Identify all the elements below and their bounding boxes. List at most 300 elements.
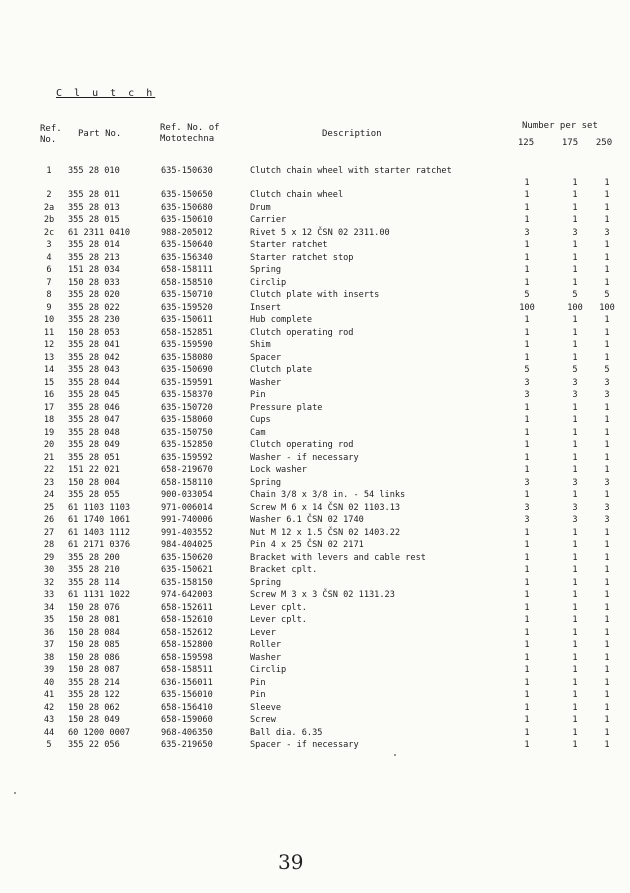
parts-table [0,165,630,752]
qty-125: 1 [524,240,530,250]
qty-175: 1 [572,540,578,550]
mototechna-ref: 635-159590 [161,340,213,350]
qty-175: 3 [572,515,578,525]
qty-125: 1 [524,715,530,725]
qty-125: 3 [524,477,530,488]
part-description: Spacer [250,352,282,363]
qty-250: 1 [604,265,610,275]
part-ref: 41 [43,690,55,700]
part-ref: 11 [43,327,55,338]
table-row [0,427,630,440]
mototechna-ref: 974-642003 [161,590,213,600]
qty-250: 1 [604,178,610,188]
part-ref: 38 [43,652,55,663]
part-description: Bracket cplt. [250,565,318,575]
table-row [0,165,630,189]
part-description: Clutch operating rod [250,440,354,450]
part-description: Clutch operating rod [250,327,354,338]
qty-175: 1 [572,740,578,750]
table-row [0,264,630,277]
qty-125: 1 [524,202,530,213]
qty-175: 1 [572,402,578,413]
qty-175: 1 [572,178,578,188]
part-number: 61 1131 1022 [68,590,131,600]
table-row [0,552,630,565]
mototechna-ref: 658-158110 [161,477,213,488]
header-number-per-set: Number per set [522,121,598,131]
qty-175: 1 [572,340,578,350]
table-row [0,339,630,352]
qty-125: 1 [524,640,530,650]
mototechna-ref: 635-159591 [161,377,213,388]
part-ref: 12 [43,340,55,350]
mototechna-ref: 635-150610 [161,215,213,225]
part-number: 355 28 041 [68,340,120,350]
qty-125: 1 [524,577,530,588]
part-ref: 33 [43,590,55,600]
qty-125: 1 [524,402,530,413]
part-description: Nut M 12 x 1.5 ČSN 02 1403.22 [250,527,401,538]
table-row [0,439,630,452]
qty-175: 3 [572,377,578,388]
part-number: 355 28 022 [68,302,120,313]
mototechna-ref: 635-150690 [161,365,213,375]
part-number: 355 28 011 [68,190,120,200]
table-row [0,739,630,752]
part-description: Pin 4 x 25 ČSN 02 2171 [250,540,364,550]
part-description: Chain 3/8 x 3/8 in. - 54 links [250,490,406,500]
part-description: Bracket with levers and cable rest [250,552,426,563]
mototechna-ref: 635-150710 [161,290,213,300]
table-row [0,202,630,215]
qty-250: 1 [604,352,610,363]
qty-125: 5 [524,290,530,300]
qty-125: 3 [524,227,530,238]
part-number: 355 28 045 [68,390,120,400]
part-description: Screw M 3 x 3 ČSN 02 1131.23 [250,590,395,600]
qty-175: 1 [572,240,578,250]
header-col-175: 175 [561,138,579,148]
qty-175: 1 [572,452,578,463]
part-number: 150 28 053 [68,327,120,338]
part-description: Lever [250,627,276,638]
part-description: Screw M 6 x 14 ČSN 02 1103.13 [250,502,401,513]
part-ref: 21 [43,452,55,463]
mototechna-ref: 658-219670 [161,465,213,475]
part-number: 355 28 049 [68,440,120,450]
part-number: 355 22 056 [68,740,120,750]
page-number: 39 [278,850,304,874]
part-description: Cam [250,427,266,438]
qty-125: 5 [524,365,530,375]
qty-250: 1 [604,327,610,338]
mototechna-ref: 635-150620 [161,552,213,563]
qty-175: 1 [572,315,578,325]
part-ref: 43 [43,715,55,725]
part-description: Circlip [250,665,287,675]
qty-250: 1 [604,202,610,213]
table-row [0,539,630,552]
qty-125: 1 [524,652,530,663]
qty-250: 1 [604,602,610,613]
table-row [0,302,630,315]
qty-175: 1 [572,715,578,725]
header-mototechna-ref: Ref. No. of Mototechna [160,123,220,144]
part-ref: 13 [43,352,55,363]
part-ref: 44 [43,727,55,738]
qty-175: 1 [572,652,578,663]
mototechna-ref: 635-156340 [161,252,213,263]
part-ref: 36 [43,627,55,638]
table-row [0,614,630,627]
part-ref: 34 [43,602,55,613]
part-ref: 40 [43,677,55,688]
table-row [0,677,630,690]
qty-250: 1 [604,215,610,225]
mototechna-ref: 658-152612 [161,627,213,638]
part-description: Spring [250,477,282,488]
table-row [0,514,630,527]
part-description: Lever cplt. [250,615,307,625]
part-description: Pin [250,677,266,688]
qty-125: 1 [524,277,530,288]
table-row [0,277,630,290]
part-number: 355 28 213 [68,252,120,263]
mototechna-ref: 635-158150 [161,577,213,588]
qty-250: 3 [604,390,610,400]
qty-250: 1 [604,590,610,600]
qty-175: 1 [572,640,578,650]
qty-125: 1 [524,740,530,750]
part-number: 150 28 004 [68,477,120,488]
part-ref: 15 [43,377,55,388]
part-number: 150 28 062 [68,702,120,713]
mototechna-ref: 658-158511 [161,665,213,675]
qty-125: 1 [524,415,530,425]
qty-125: 3 [524,390,530,400]
qty-175: 1 [572,427,578,438]
table-row [0,664,630,677]
part-description: Roller [250,640,282,650]
table-row [0,189,630,202]
part-number: 355 28 214 [68,677,120,688]
part-number: 355 28 055 [68,490,120,500]
qty-175: 1 [572,677,578,688]
part-number: 355 28 043 [68,365,120,375]
qty-125: 1 [524,178,530,188]
part-number: 150 28 086 [68,652,120,663]
qty-175: 100 [567,302,583,313]
part-ref: 28 [43,540,55,550]
header-ref-no: Ref. No. [40,124,62,145]
mototechna-ref: 991-403552 [161,527,213,538]
table-row [0,414,630,427]
qty-175: 1 [572,527,578,538]
part-ref: 18 [43,415,55,425]
table-row [0,452,630,465]
part-description: Washer [250,652,282,663]
part-number: 355 28 020 [68,290,120,300]
mototechna-ref: 635-158060 [161,415,213,425]
part-number: 355 28 230 [68,315,120,325]
part-number: 355 28 048 [68,427,120,438]
qty-125: 1 [524,590,530,600]
part-number: 355 28 051 [68,452,120,463]
part-number: 355 28 210 [68,565,120,575]
mototechna-ref: 971-006014 [161,502,213,513]
mototechna-ref: 635-150720 [161,402,213,413]
mototechna-ref: 635-159592 [161,452,213,463]
part-description: Starter ratchet stop [250,252,354,263]
qty-250: 1 [604,665,610,675]
part-number: 61 1403 1112 [68,527,131,538]
qty-250: 1 [604,690,610,700]
table-row [0,402,630,415]
qty-175: 3 [572,227,578,238]
mototechna-ref: 635-158080 [161,352,213,363]
qty-125: 1 [524,540,530,550]
qty-250: 3 [604,502,610,513]
part-description: Drum [250,202,271,213]
qty-175: 1 [572,465,578,475]
part-number: 355 28 015 [68,215,120,225]
table-row [0,389,630,402]
qty-250: 1 [604,702,610,713]
qty-250: 3 [604,477,610,488]
qty-250: 1 [604,727,610,738]
qty-175: 1 [572,202,578,213]
part-number: 355 28 014 [68,240,120,250]
part-number: 355 28 200 [68,552,120,563]
part-description: Lock washer [250,465,307,475]
qty-125: 1 [524,427,530,438]
part-ref: 24 [43,490,55,500]
qty-125: 100 [519,302,535,313]
qty-125: 3 [524,377,530,388]
mototechna-ref: 635-150621 [161,565,213,575]
part-description: Clutch chain wheel with starter ratchet [250,166,452,176]
qty-175: 1 [572,727,578,738]
qty-175: 1 [572,490,578,500]
part-ref: 3 [46,240,52,250]
part-ref: 32 [43,577,55,588]
part-description: Lever cplt. [250,602,307,613]
mototechna-ref: 658-152611 [161,602,213,613]
mototechna-ref: 658-159060 [161,715,213,725]
qty-175: 5 [572,365,578,375]
part-ref: 22 [43,465,55,475]
part-number: 150 28 085 [68,640,120,650]
part-description: Pin [250,390,266,400]
table-row [0,577,630,590]
mototechna-ref: 635-150611 [161,315,213,325]
qty-175: 1 [572,352,578,363]
scan-speck [394,754,396,756]
qty-250: 1 [604,402,610,413]
qty-125: 1 [524,690,530,700]
part-description: Washer - if necessary [250,452,359,463]
part-ref: 6 [46,265,52,275]
qty-125: 1 [524,452,530,463]
qty-125: 1 [524,552,530,563]
part-ref: 39 [43,665,55,675]
qty-175: 1 [572,215,578,225]
part-description: Circlip [250,277,287,288]
mototechna-ref: 635-150650 [161,190,213,200]
qty-125: 1 [524,665,530,675]
part-ref: 25 [43,502,55,513]
part-ref: 8 [46,290,52,300]
mototechna-ref: 658-159598 [161,652,213,663]
part-ref: 16 [43,390,55,400]
part-ref: 14 [43,365,55,375]
qty-250: 1 [604,640,610,650]
qty-175: 3 [572,502,578,513]
table-row [0,227,630,240]
part-number: 61 1740 1061 [68,515,131,525]
part-number: 150 28 084 [68,627,120,638]
qty-250: 1 [604,465,610,475]
qty-175: 1 [572,590,578,600]
qty-250: 1 [604,452,610,463]
mototechna-ref: 635-219650 [161,740,213,750]
mototechna-ref: 658-152800 [161,640,213,650]
qty-175: 1 [572,252,578,263]
qty-250: 1 [604,190,610,200]
part-description: Pressure plate [250,402,323,413]
part-number: 150 28 076 [68,602,120,613]
part-number: 151 28 034 [68,265,120,275]
part-number: 355 28 013 [68,202,120,213]
table-row [0,702,630,715]
mototechna-ref: 635-158370 [161,390,213,400]
qty-250: 1 [604,540,610,550]
part-description: Rivet 5 x 12 ČSN 02 2311.00 [250,227,390,238]
part-description: Sleeve [250,702,282,713]
mototechna-ref: 658-152610 [161,615,213,625]
table-row [0,314,630,327]
qty-175: 1 [572,565,578,575]
table-row [0,652,630,665]
part-ref: 2c [43,227,55,238]
table-row [0,214,630,227]
part-description: Carrier [250,215,287,225]
qty-250: 1 [604,565,610,575]
qty-125: 1 [524,677,530,688]
mototechna-ref: 635-159520 [161,302,213,313]
qty-125: 3 [524,515,530,525]
part-ref: 30 [43,565,55,575]
table-row [0,477,630,490]
scan-speck [14,792,16,794]
mototechna-ref: 900-033054 [161,490,213,500]
qty-175: 1 [572,615,578,625]
qty-125: 3 [524,502,530,513]
qty-175: 3 [572,477,578,488]
part-number: 355 28 010 [68,166,120,176]
header-part-no: Part No. [78,129,122,139]
table-row [0,364,630,377]
qty-250: 100 [599,302,615,313]
part-description: Washer [250,377,282,388]
part-ref: 2a [43,202,55,213]
qty-250: 1 [604,415,610,425]
table-row [0,727,630,740]
qty-250: 1 [604,615,610,625]
qty-175: 1 [572,665,578,675]
table-row [0,527,630,540]
mototechna-ref: 658-156410 [161,702,213,713]
table-row [0,627,630,640]
qty-125: 1 [524,315,530,325]
part-description: Cups [250,415,271,425]
part-ref: 27 [43,527,55,538]
qty-250: 1 [604,740,610,750]
qty-175: 1 [572,440,578,450]
qty-175: 5 [572,290,578,300]
qty-250: 3 [604,377,610,388]
part-description: Hub complete [250,315,313,325]
part-description: Spring [250,577,282,588]
qty-250: 1 [604,252,610,263]
qty-250: 1 [604,315,610,325]
mototechna-ref: 635-150680 [161,202,213,213]
qty-125: 1 [524,465,530,475]
table-row [0,327,630,340]
qty-125: 1 [524,340,530,350]
qty-250: 1 [604,340,610,350]
qty-125: 1 [524,615,530,625]
part-ref: 29 [43,552,55,563]
qty-175: 1 [572,577,578,588]
table-row [0,289,630,302]
table-row [0,689,630,702]
qty-250: 3 [604,227,610,238]
qty-250: 1 [604,440,610,450]
mototechna-ref: 984-404025 [161,540,213,550]
mototechna-ref: 635-152850 [161,440,213,450]
qty-175: 1 [572,327,578,338]
table-row [0,564,630,577]
part-ref: 35 [43,615,55,625]
part-ref: 9 [46,302,52,313]
qty-125: 1 [524,327,530,338]
part-description: Pin [250,690,266,700]
part-number: 61 1103 1103 [68,502,131,513]
part-ref: 1 [46,166,52,176]
mototechna-ref: 658-158510 [161,277,213,288]
part-number: 151 22 021 [68,465,120,475]
qty-125: 1 [524,440,530,450]
part-description: Ball dia. 6.35 [250,727,323,738]
part-ref: 2b [43,215,55,225]
mototechna-ref: 988-205012 [161,227,213,238]
part-description: Clutch plate [250,365,313,375]
qty-250: 1 [604,277,610,288]
qty-125: 1 [524,352,530,363]
part-description: Insert [250,302,282,313]
part-number: 355 28 046 [68,402,120,413]
qty-250: 5 [604,290,610,300]
part-ref: 42 [43,702,55,713]
qty-175: 1 [572,415,578,425]
header-col-250: 250 [595,138,613,148]
qty-125: 1 [524,265,530,275]
qty-175: 1 [572,277,578,288]
part-number: 355 28 122 [68,690,120,700]
qty-175: 1 [572,702,578,713]
part-ref: 5 [46,740,52,750]
